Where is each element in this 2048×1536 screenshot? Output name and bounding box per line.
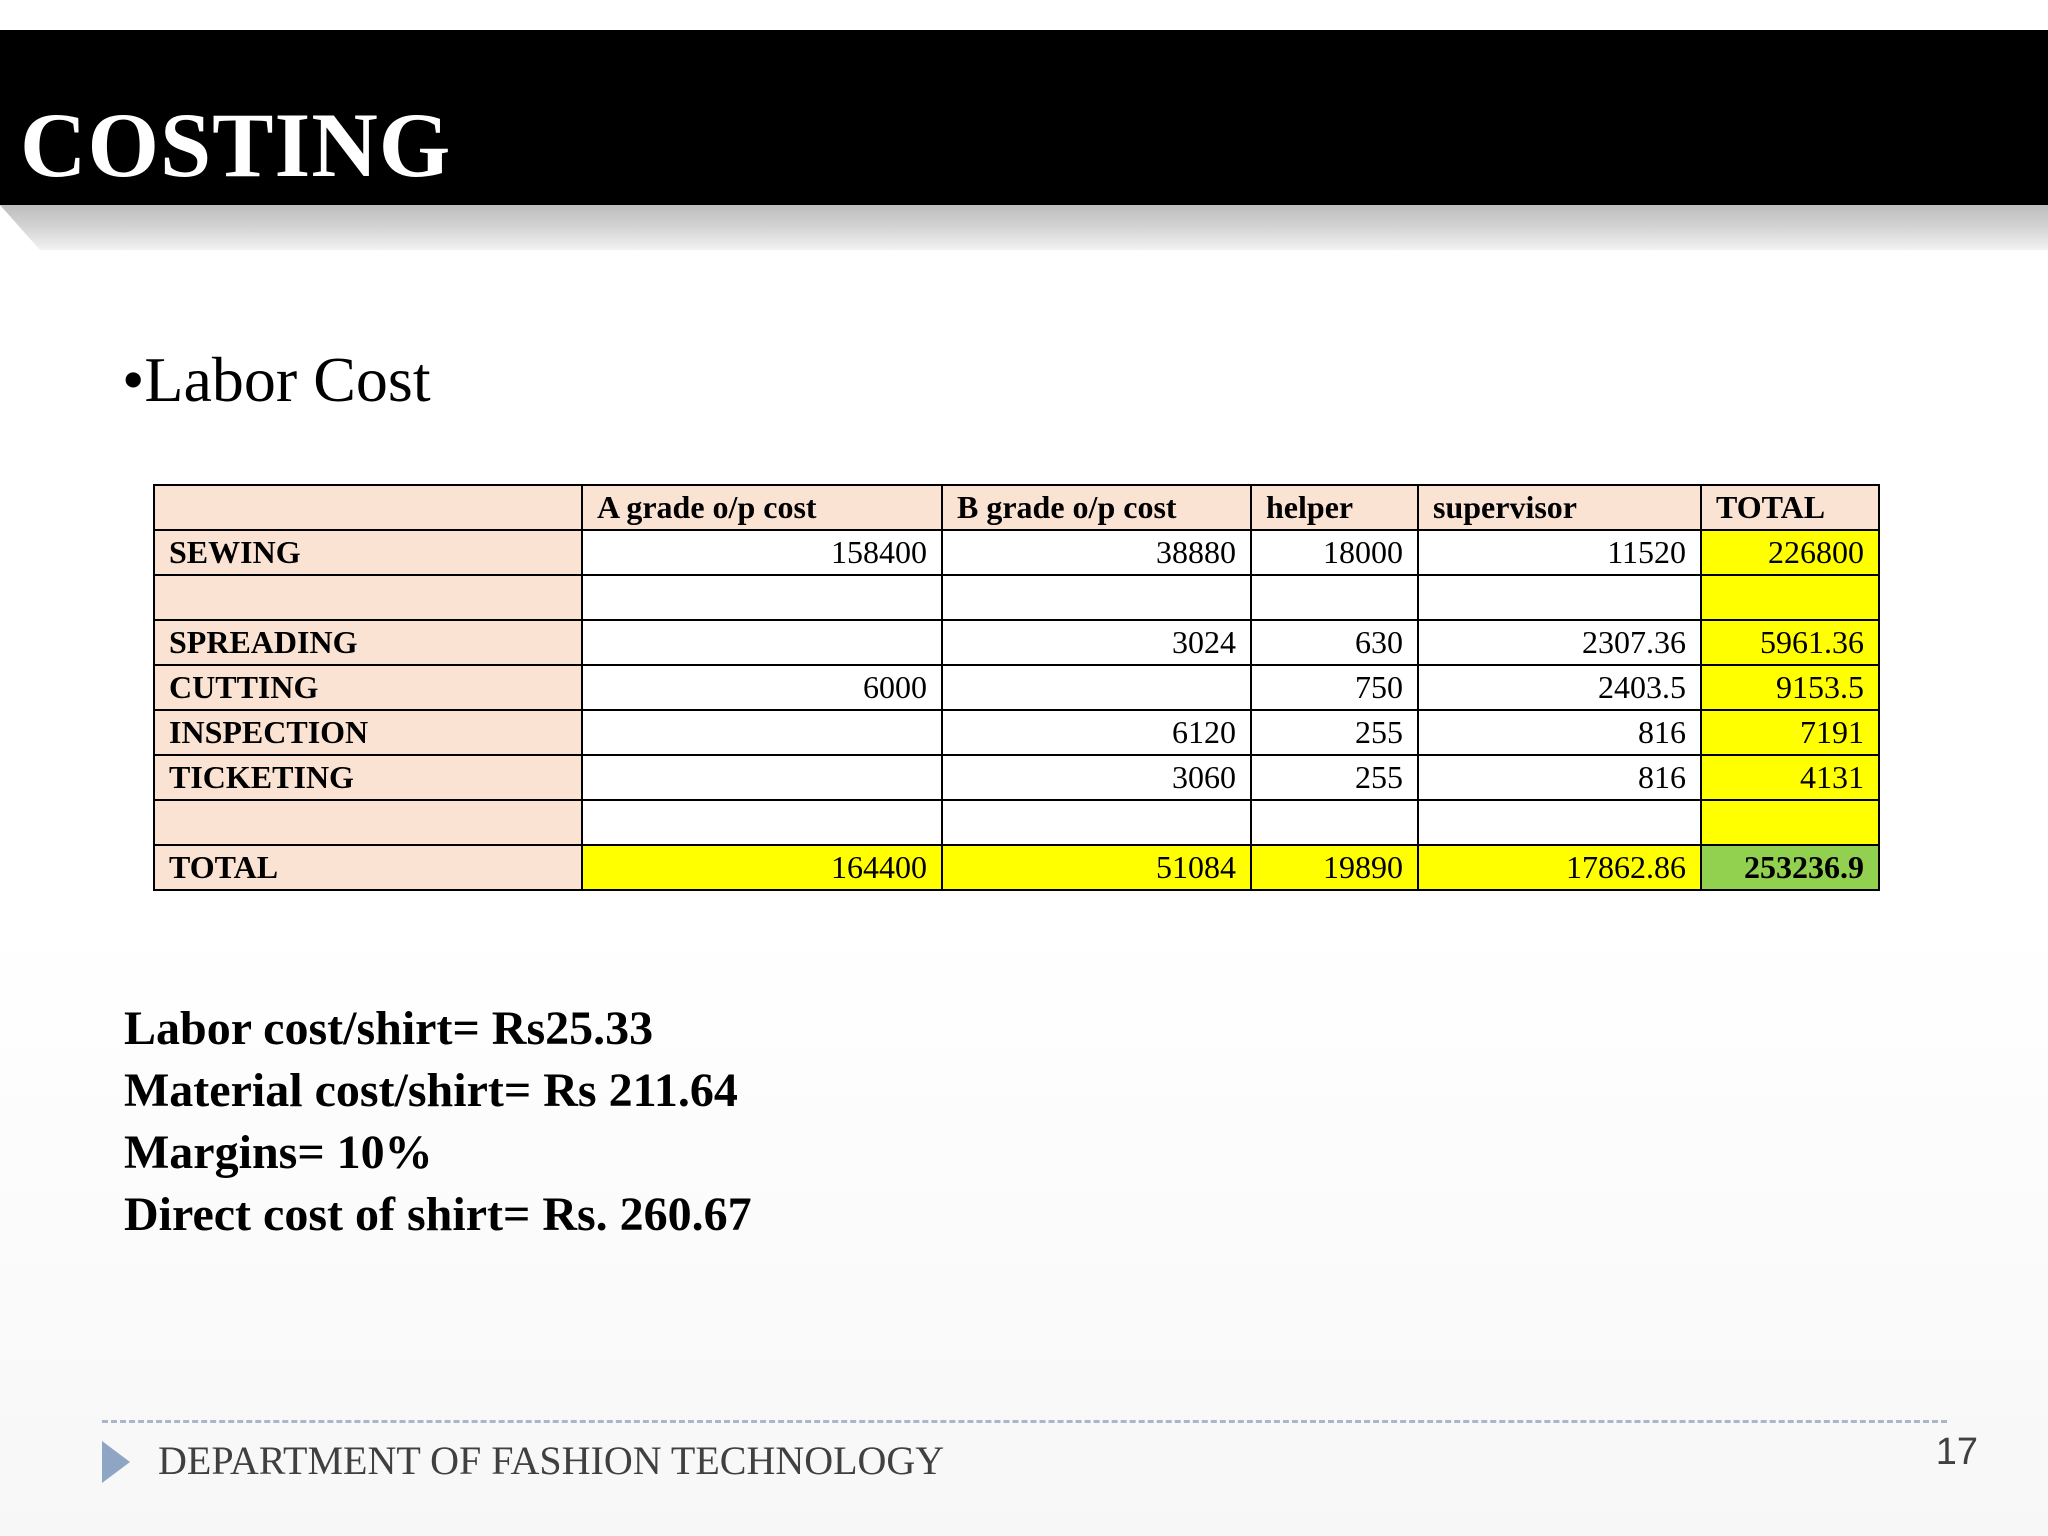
table-row: [154, 620, 1879, 665]
cell-b-grade: 38880: [942, 530, 1251, 575]
footer-divider: [102, 1420, 1947, 1423]
cell-supervisor: 2307.36: [1418, 620, 1701, 665]
row-label: [154, 800, 582, 845]
labor-cost-table: [153, 484, 1880, 891]
title-bar-shadow: [0, 205, 2048, 250]
cost-summary: [124, 998, 752, 1246]
row-label: SEWING: [154, 530, 582, 575]
table-header-row: [154, 485, 1879, 530]
cell-a-grade: [582, 800, 942, 845]
cell-helper: 255: [1251, 710, 1418, 755]
header-cell-helper: helper: [1251, 485, 1418, 530]
row-label: [154, 575, 582, 620]
table-row: [154, 755, 1879, 800]
cell-b-grade: 3024: [942, 620, 1251, 665]
direct-cost-of-shirt: Direct cost of shirt= Rs. 260.67: [124, 1188, 752, 1241]
footer-arrow-icon: [102, 1441, 130, 1483]
cell-row-total: 226800: [1701, 530, 1879, 575]
cell-total-a-grade: 164400: [582, 845, 942, 890]
bullet-labor-cost: •Labor Cost: [122, 344, 431, 415]
cell-a-grade: 6000: [582, 665, 942, 710]
cell-supervisor: [1418, 800, 1701, 845]
cell-supervisor: 11520: [1418, 530, 1701, 575]
page-number: 17: [1935, 1431, 1978, 1473]
row-label: TICKETING: [154, 755, 582, 800]
cell-b-grade: 6120: [942, 710, 1251, 755]
cell-b-grade: [942, 800, 1251, 845]
row-label: SPREADING: [154, 620, 582, 665]
cell-a-grade: [582, 575, 942, 620]
slide-title: COSTING: [20, 94, 452, 196]
cell-total-helper: 19890: [1251, 845, 1418, 890]
margins: Margins= 10%: [124, 1126, 433, 1179]
table-total-row: [154, 845, 1879, 890]
table-row: [154, 710, 1879, 755]
header-cell-supervisor: supervisor: [1418, 485, 1701, 530]
cell-row-total: 4131: [1701, 755, 1879, 800]
table-row: [154, 575, 1879, 620]
cell-row-total: 9153.5: [1701, 665, 1879, 710]
cell-total-supervisor: 17862.86: [1418, 845, 1701, 890]
cell-supervisor: 816: [1418, 710, 1701, 755]
labor-cost-per-shirt: Labor cost/shirt= Rs25.33: [124, 1002, 654, 1055]
cell-helper: 630: [1251, 620, 1418, 665]
table-row: [154, 530, 1879, 575]
cell-grand-total: 253236.9: [1701, 845, 1879, 890]
cell-supervisor: [1418, 575, 1701, 620]
cell-a-grade: [582, 755, 942, 800]
table-row: [154, 665, 1879, 710]
header-cell-total: TOTAL: [1701, 485, 1879, 530]
cell-a-grade: [582, 620, 942, 665]
cell-row-total: 7191: [1701, 710, 1879, 755]
table-row: [154, 800, 1879, 845]
row-label: CUTTING: [154, 665, 582, 710]
footer-department: DEPARTMENT OF FASHION TECHNOLOGY: [158, 1438, 945, 1483]
cell-row-total: [1701, 800, 1879, 845]
cell-a-grade: [582, 710, 942, 755]
row-label-total: TOTAL: [154, 845, 582, 890]
cell-helper: [1251, 575, 1418, 620]
cell-total-b-grade: 51084: [942, 845, 1251, 890]
cell-b-grade: [942, 665, 1251, 710]
cell-supervisor: 2403.5: [1418, 665, 1701, 710]
cell-a-grade: 158400: [582, 530, 942, 575]
header-cell-b-grade: B grade o/p cost: [942, 485, 1251, 530]
cell-b-grade: 3060: [942, 755, 1251, 800]
material-cost-per-shirt: Material cost/shirt= Rs 211.64: [124, 1064, 738, 1117]
cell-helper: 255: [1251, 755, 1418, 800]
cell-helper: [1251, 800, 1418, 845]
row-label: INSPECTION: [154, 710, 582, 755]
header-cell-a-grade: A grade o/p cost: [582, 485, 942, 530]
header-cell-blank: [154, 485, 582, 530]
cell-helper: 18000: [1251, 530, 1418, 575]
cell-row-total: 5961.36: [1701, 620, 1879, 665]
cell-row-total: [1701, 575, 1879, 620]
cell-supervisor: 816: [1418, 755, 1701, 800]
cell-helper: 750: [1251, 665, 1418, 710]
cell-b-grade: [942, 575, 1251, 620]
